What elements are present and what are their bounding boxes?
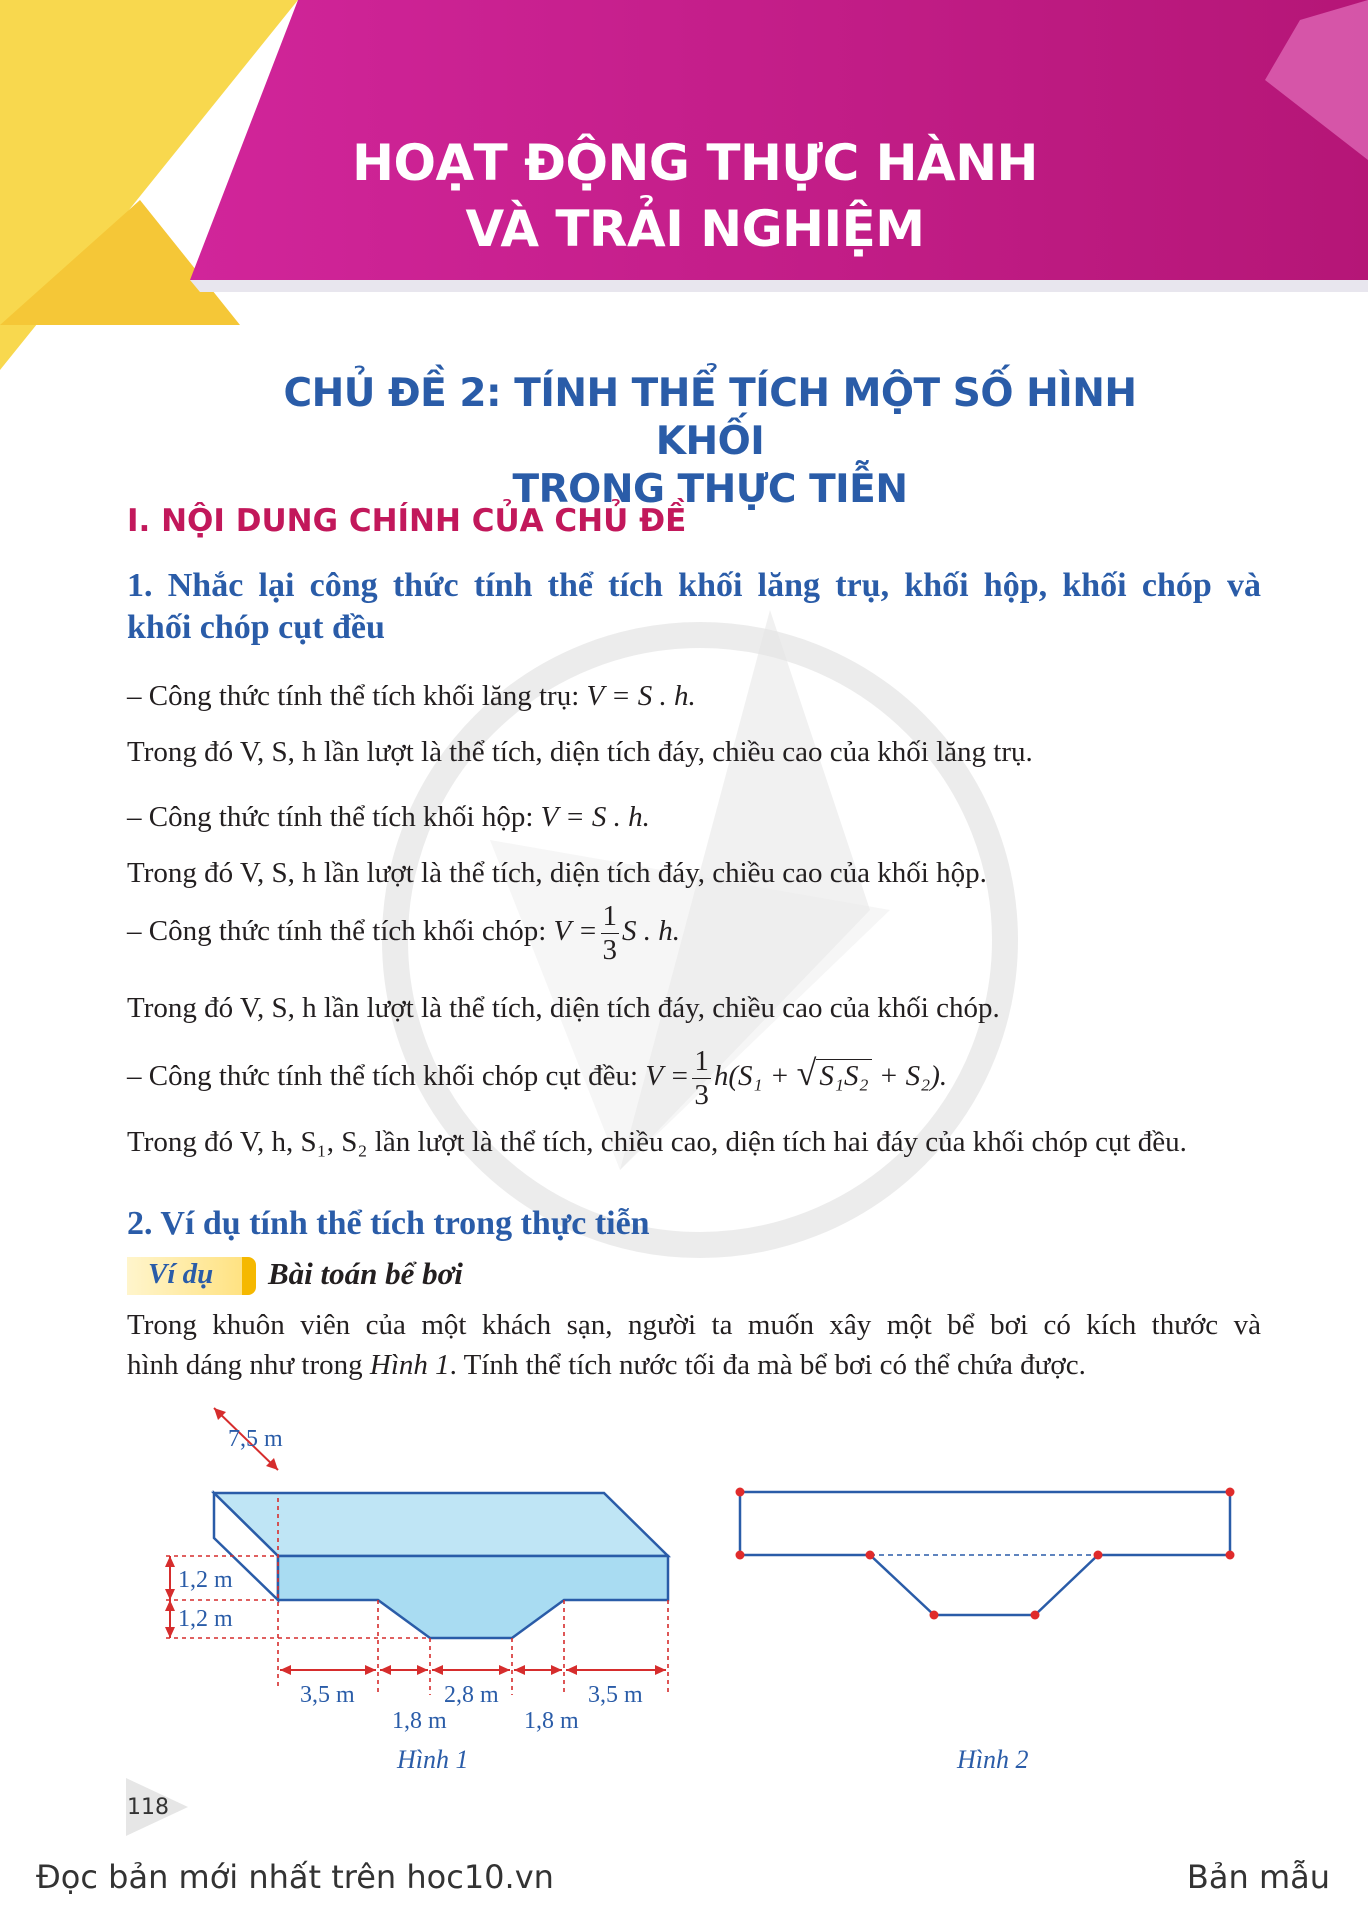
formula-frustum: [127, 1042, 1261, 1110]
section-title: I. NỘI DUNG CHÍNH CỦA CHỦ ĐỀ: [127, 503, 687, 539]
formula-prism-expr: V = S . h.: [586, 680, 696, 712]
figure2-pool-outline: [736, 1488, 1235, 1620]
formula-box-expr: V = S . h.: [540, 801, 650, 833]
formula-pyramid-lhs: V =: [553, 915, 598, 947]
example-body-figure-ref: Hình 1: [369, 1349, 450, 1381]
topic-title-line2: TRONG THỰC TIỄN: [512, 467, 908, 512]
figure1-width-middle-label: 2,8 m: [444, 1682, 499, 1708]
example-body-line1: Trong khuôn viên của một khách sạn, người ta muốn xây một bể bơi có kích thước và: [127, 1309, 1261, 1341]
example-body: [127, 1305, 1261, 1385]
formula-frustum-text: – Công thức tính thể tích khối chóp cụt đều:: [127, 1060, 646, 1092]
figure1-height-bottom-label: 1,2 m: [178, 1606, 233, 1632]
subsection-title-line2: khối chóp cụt đều: [127, 609, 385, 646]
banner-title: [300, 130, 1090, 262]
formula-box-note: Trong đó V, S, h lần lượt là thể tích, diện tích đáy, chiều cao của khối hộp.: [127, 857, 987, 889]
formula-pyramid-rhs: S . h.: [622, 915, 681, 947]
formula-pyramid-fraction: [601, 899, 620, 966]
formula-prism-note: Trong đó V, S, h lần lượt là thể tích, diện tích đáy, chiều cao của khối lăng trụ.: [127, 736, 1033, 768]
formula-prism-text: – Công thức tính thể tích khối lăng trụ:: [127, 680, 587, 712]
formula-pyramid-text: – Công thức tính thể tích khối chóp:: [127, 915, 554, 947]
topic-title: [230, 370, 1190, 514]
formula-box-text: – Công thức tính thể tích khối hộp:: [127, 801, 541, 833]
formula-frustum-note: Trong đó V, h, S₁, S₂ lần lượt là thể tích, chiều cao, diện tích hai đáy của khối chóp cụt đều.: [127, 1126, 1187, 1158]
formula-frustum-fraction: [692, 1044, 711, 1111]
figure1-caption: Hình 1: [397, 1745, 469, 1774]
subsection-title-formulas: [127, 565, 1261, 649]
figure1-width-left-label: 3,5 m: [300, 1682, 355, 1708]
example-body-line2: [127, 1345, 1261, 1385]
footer-edition-label: Bản mẫu: [1186, 1858, 1330, 1896]
subsection-title-example: 2. Ví dụ tính thể tích trong thực tiễn: [127, 1205, 650, 1242]
fraction-denominator: 3: [694, 1078, 709, 1111]
figure1-slope-left-label: 1,8 m: [392, 1708, 447, 1734]
example-body-line2-b: . Tính thể tích nước tối đa mà bể bơi có thể chứa được.: [449, 1349, 1086, 1381]
figure1-width-right-label: 3,5 m: [588, 1682, 643, 1708]
banner-title-line1: HOẠT ĐỘNG THỰC HÀNH: [352, 134, 1038, 192]
page-number: 118: [127, 1795, 169, 1820]
formula-pyramid: [127, 900, 1261, 965]
figure1-pool-3d: [165, 1408, 668, 1734]
figure2-caption: Hình 2: [957, 1745, 1029, 1774]
fraction-denominator: 3: [602, 933, 618, 966]
topic-title-line1: CHỦ ĐỀ 2: TÍNH THỂ TÍCH MỘT SỐ HÌNH KHỐI: [283, 371, 1137, 464]
example-title: Bài toán bể bơi: [268, 1256, 463, 1291]
figure1-slope-right-label: 1,8 m: [524, 1708, 579, 1734]
figures: [0, 1390, 1368, 1760]
sqrt-sign: √: [796, 1053, 817, 1093]
formula-frustum-sqrt-arg: S₁S₂: [816, 1059, 871, 1092]
figure1-height-top-label: 1,2 m: [178, 1567, 233, 1593]
formula-frustum-lhs: V =: [645, 1060, 690, 1092]
example-tag-label: Ví dụ: [148, 1258, 214, 1290]
formula-box: [127, 797, 1261, 837]
formula-frustum-mid: h(S₁ +: [713, 1060, 790, 1092]
fraction-numerator: 1: [694, 1044, 709, 1077]
formula-prism: [127, 676, 1261, 716]
example-body-line2-a: hình dáng như trong: [127, 1349, 370, 1381]
banner-title-line2: VÀ TRẢI NGHIỆM: [465, 200, 925, 258]
figure1-depth-label: 7,5 m: [228, 1426, 283, 1452]
formula-pyramid-note: Trong đó V, S, h lần lượt là thể tích, diện tích đáy, chiều cao của khối chóp.: [127, 992, 1000, 1024]
formula-frustum-end: + S₂).: [878, 1060, 948, 1092]
fraction-numerator: 1: [602, 899, 618, 932]
subsection-title-line1: 1. Nhắc lại công thức tính thể tích khối lăng trụ, khối hộp, khối chóp và: [127, 567, 1261, 604]
footer-source-link[interactable]: Đọc bản mới nhất trên hoc10.vn: [36, 1858, 554, 1896]
example-tag-accent: [242, 1257, 256, 1295]
